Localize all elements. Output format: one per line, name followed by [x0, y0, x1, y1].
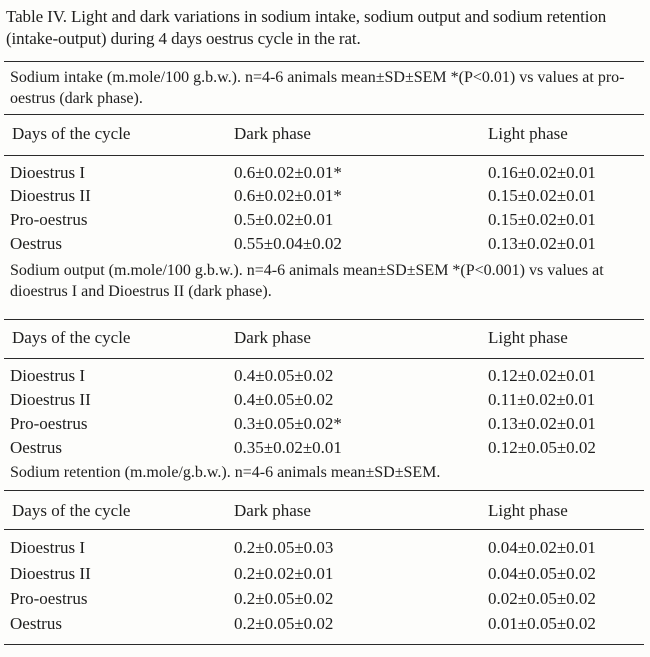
- output-header-row: [0, 328, 650, 352]
- retention-note: Sodium retention (m.mole/g.b.w.). n=4-6 animals mean±SD±SEM.: [10, 464, 441, 481]
- table-row: [0, 163, 650, 187]
- intake-header-row: [0, 124, 650, 148]
- row-light: 0.01±0.05±0.02: [488, 614, 596, 633]
- table-row: [0, 414, 650, 438]
- header-light: Light phase: [488, 501, 568, 520]
- retention-header-rule-bottom: [4, 529, 644, 530]
- table-caption: Table IV. Light and dark variations in sodium intake, sodium output and sodium retention (intake-output) during 4 days oestrus cycle in the rat.: [6, 7, 607, 48]
- row-day: Pro-oestrus: [10, 414, 88, 433]
- output-header-rule-top: [4, 319, 644, 320]
- row-light: 0.12±0.05±0.02: [488, 438, 596, 457]
- retention-header-rule-top: [4, 490, 644, 491]
- row-dark: 0.3±0.05±0.02*: [234, 414, 342, 433]
- row-day: Dioestrus II: [10, 186, 91, 205]
- table-row: [0, 186, 650, 210]
- row-day: Oestrus: [10, 234, 62, 253]
- row-day: Pro-oestrus: [10, 210, 88, 229]
- row-day: Dioestrus I: [10, 366, 86, 385]
- table-row: [0, 564, 650, 588]
- row-day: Oestrus: [10, 438, 62, 457]
- header-dark: Dark phase: [234, 124, 311, 143]
- row-day: Pro-oestrus: [10, 589, 88, 608]
- table-row: [0, 589, 650, 613]
- row-day: Oestrus: [10, 614, 62, 633]
- row-light: 0.02±0.05±0.02: [488, 589, 596, 608]
- retention-header-row: [0, 501, 650, 525]
- row-dark: 0.6±0.02±0.01*: [234, 186, 342, 205]
- row-day: Dioestrus I: [10, 538, 86, 557]
- row-dark: 0.55±0.04±0.02: [234, 234, 342, 253]
- table-row: [0, 614, 650, 638]
- header-days: Days of the cycle: [12, 328, 131, 347]
- table-row: [0, 438, 650, 462]
- table-row: [0, 210, 650, 234]
- row-dark: 0.2±0.05±0.02: [234, 614, 334, 633]
- header-days: Days of the cycle: [12, 501, 131, 520]
- caption-rule: [4, 61, 644, 62]
- row-dark: 0.5±0.02±0.01: [234, 210, 334, 229]
- row-day: Dioestrus I: [10, 163, 86, 182]
- intake-header-rule-top: [4, 114, 644, 115]
- row-light: 0.11±0.02±0.01: [488, 390, 596, 409]
- row-dark: 0.4±0.05±0.02: [234, 390, 334, 409]
- output-note: Sodium output (m.mole/100 g.b.w.). n=4-6 animals mean±SD±SEM *(P<0.001) vs values at dioestrus I and Dioestrus II (dark phase).: [10, 262, 604, 300]
- row-light: 0.16±0.02±0.01: [488, 163, 596, 182]
- row-day: Dioestrus II: [10, 564, 91, 583]
- header-dark: Dark phase: [234, 328, 311, 347]
- row-light: 0.13±0.02±0.01: [488, 414, 596, 433]
- table-row: [0, 538, 650, 562]
- table-row: [0, 234, 650, 258]
- row-dark: 0.2±0.02±0.01: [234, 564, 334, 583]
- intake-note: Sodium intake (m.mole/100 g.b.w.). n=4-6 animals mean±SD±SEM *(P<0.01) vs values at pro-oestrus (dark phase).: [10, 69, 625, 107]
- row-dark: 0.2±0.05±0.03: [234, 538, 334, 557]
- header-dark: Dark phase: [234, 501, 311, 520]
- row-light: 0.15±0.02±0.01: [488, 210, 596, 229]
- row-light: 0.04±0.02±0.01: [488, 538, 596, 557]
- table-row: [0, 390, 650, 414]
- row-dark: 0.6±0.02±0.01*: [234, 163, 342, 182]
- row-light: 0.12±0.02±0.01: [488, 366, 596, 385]
- header-light: Light phase: [488, 328, 568, 347]
- output-header-rule-bottom: [4, 358, 644, 359]
- row-light: 0.15±0.02±0.01: [488, 186, 596, 205]
- table-row: [0, 366, 650, 390]
- header-light: Light phase: [488, 124, 568, 143]
- row-light: 0.13±0.02±0.01: [488, 234, 596, 253]
- row-dark: 0.35±0.02±0.01: [234, 438, 342, 457]
- row-dark: 0.2±0.05±0.02: [234, 589, 334, 608]
- header-days: Days of the cycle: [12, 124, 131, 143]
- intake-header-rule-bottom: [4, 155, 644, 156]
- row-day: Dioestrus II: [10, 390, 91, 409]
- table-bottom-rule: [4, 644, 644, 645]
- row-light: 0.04±0.05±0.02: [488, 564, 596, 583]
- row-dark: 0.4±0.05±0.02: [234, 366, 334, 385]
